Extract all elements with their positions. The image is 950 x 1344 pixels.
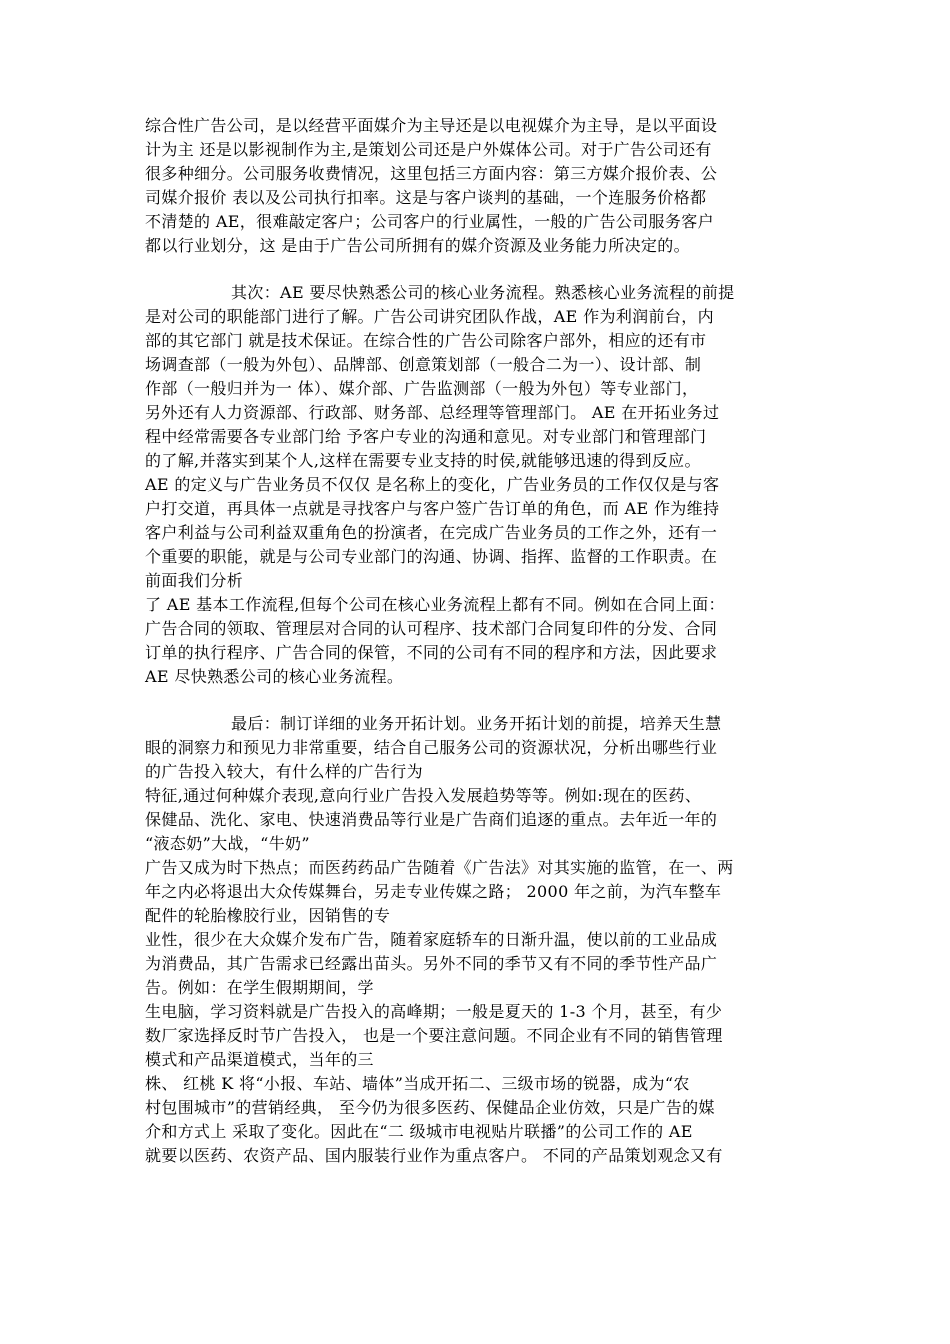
text-line: 广告又成为时下热点；而医药药品广告随着《广告法》对其实施的监管，在一、两 [145, 858, 734, 877]
text-line: 前面我们分析 [145, 571, 244, 590]
document-page [145, 114, 813, 1168]
paragraph-gap [145, 689, 813, 712]
text-line: 广告合同的领取、管理层对合同的认可程序、技术部门合同复印件的分发、合同 [145, 619, 718, 638]
text-line: 作部（一般归并为一 体）、媒介部、广告监测部（一般为外包）等专业部门， [145, 379, 699, 398]
text-line: 配件的轮胎橡胶行业，因销售的专 [145, 906, 391, 925]
text-line: 的广告投入较大，有什么样的广告行为 [145, 762, 423, 781]
text-line: AE 的定义与广告业务员不仅仅 是名称上的变化，广告业务员的工作仅仅是与客 [145, 475, 720, 494]
paragraph-company-profile [145, 114, 813, 258]
paragraph-business-plan [145, 712, 813, 1168]
text-line: 村包围城市”的营销经典， 至今仍为很多医药、保健品企业仿效，只是广告的媒 [145, 1098, 715, 1117]
text-line: 场调查部（一般为外包）、品牌部、创意策划部（一般合二为一）、设计部、制 [145, 355, 702, 374]
text-line: 户打交道，再具体一点就是寻找客户与客户签广告订单的角色，而 AE 作为维持 [145, 499, 720, 518]
paragraph-core-process [145, 281, 813, 689]
text-line: 株、 红桃 K 将“小报、车站、墙体”当成开拓二、三级市场的锐器，成为“农 [145, 1074, 690, 1093]
text-line: 客户利益与公司利益双重角色的扮演者，在完成广告业务员的工作之外，还有一 [145, 523, 718, 542]
text-line: 了 AE 基本工作流程,但每个公司在核心业务流程上都有不同。例如在合同上面： [145, 595, 725, 614]
text-line: 司媒介报价 表以及公司执行扣率。这是与客户谈判的基础，一个连服务价格都 [145, 188, 707, 207]
text-line: 年之内必将退出大众传媒舞台，另走专业传媒之路； 2000 年之前，为汽车整车 [145, 882, 722, 901]
text-line: AE 尽快熟悉公司的核心业务流程。 [145, 667, 404, 686]
paragraph-gap [145, 258, 813, 281]
text-line: 很多种细分。公司服务收费情况，这里包括三方面内容：第三方媒介报价表、公 [145, 164, 718, 183]
text-line: 特征,通过何种媒介表现,意向行业广告投入发展趋势等等。例如:现在的医药、 [145, 786, 702, 805]
text-line: 介和方式上 采取了变化。因此在“二 级城市电视贴片联播”的公司工作的 AE [145, 1122, 693, 1141]
text-line: 不清楚的 AE，很难敲定客户；公司客户的行业属性，一般的广告公司服务客户 [145, 212, 714, 231]
text-line: 最后：制订详细的业务开拓计划。业务开拓计划的前提，培养天生慧 [231, 714, 722, 733]
text-line: 程中经常需要各专业部门给 予客户专业的沟通和意见。对专业部门和管理部门 [145, 427, 707, 446]
text-line: 的了解,并落实到某个人,这样在需要专业支持的时侯,就能够迅速的得到反应。 [145, 451, 701, 470]
text-line: 生电脑，学习资料就是广告投入的高峰期；一般是夏天的 1-3 个月，甚至，有少 [145, 1002, 723, 1021]
text-line: 其次：AE 要尽快熟悉公司的核心业务流程。熟悉核心业务流程的前提 [231, 283, 735, 302]
text-line: 都以行业划分，这 是由于广告公司所拥有的媒介资源及业务能力所决定的。 [145, 236, 690, 255]
text-line: 订单的执行程序、广告合同的保管，不同的公司有不同的程序和方法，因此要求 [145, 643, 718, 662]
text-line: 就要以医药、农资产品、国内服装行业作为重点客户。 不同的产品策划观念又有 [145, 1146, 723, 1165]
text-line: 模式和产品渠道模式，当年的三 [145, 1050, 374, 1069]
text-line: 部的其它部门 就是技术保证。在综合性的广告公司除客户部外，相应的还有市 [145, 331, 707, 350]
text-line: 个重要的职能，就是与公司专业部门的沟通、协调、指挥、监督的工作职责。在 [145, 547, 718, 566]
text-line: 保健品、洗化、家电、快速消费品等行业是广告商们追逐的重点。去年近一年的 [145, 810, 718, 829]
text-line: 为消费品，其广告需求已经露出苗头。另外不同的季节又有不同的季节性产品广 [145, 954, 718, 973]
text-line: 是对公司的职能部门进行了解。广告公司讲究团队作战，AE 作为利润前台，内 [145, 307, 714, 326]
text-line: 综合性广告公司，是以经营平面媒介为主导还是以电视媒介为主导，是以平面设 [145, 116, 718, 135]
text-line: 业性，很少在大众媒介发布广告，随着家庭轿车的日渐升温，使以前的工业品成 [145, 930, 718, 949]
text-line: “液态奶”大战，“牛奶” [145, 834, 310, 853]
text-line: 计为主 还是以影视制作为主,是策划公司还是户外媒体公司。对于广告公司还有 [145, 140, 712, 159]
text-line: 告。例如：在学生假期期间，学 [145, 978, 374, 997]
text-line: 另外还有人力资源部、行政部、财务部、总经理等管理部门。 AE 在开拓业务过 [145, 403, 720, 422]
text-line: 眼的洞察力和预见力非常重要，结合自己服务公司的资源状况，分析出哪些行业 [145, 738, 718, 757]
text-line: 数厂家选择反时节广告投入， 也是一个要注意问题。不同企业有不同的销售管理 [145, 1026, 723, 1045]
